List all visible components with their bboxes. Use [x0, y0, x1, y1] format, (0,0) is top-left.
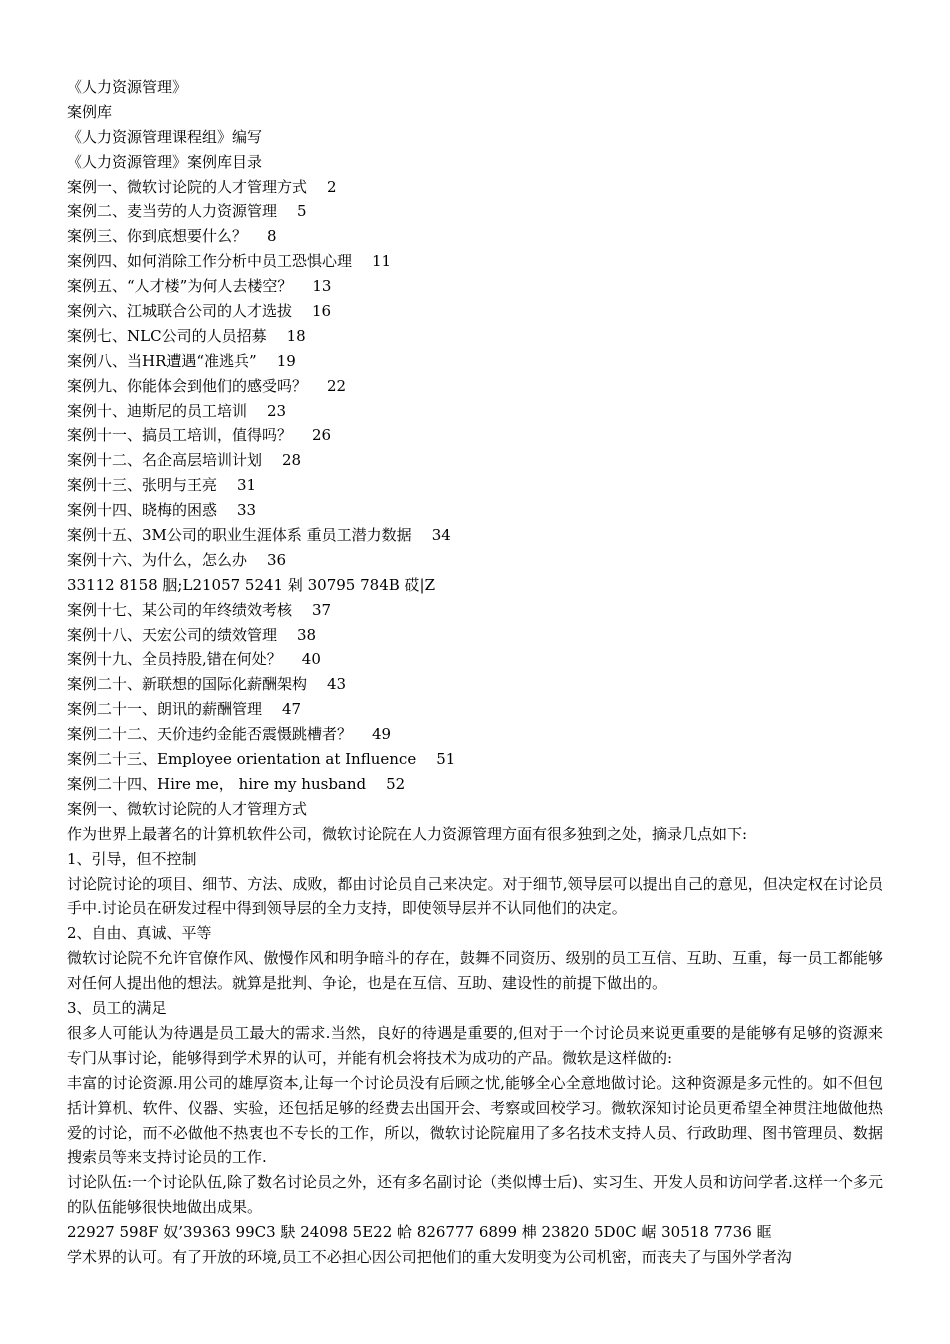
- toc-entry-page: 38: [297, 625, 317, 644]
- toc-entry: [67, 249, 883, 274]
- toc-entry-title: 案例十、迪斯尼的员工培训: [67, 401, 248, 420]
- toc-entry-title: 案例十六、为什么，怎么办: [67, 550, 248, 569]
- toc-entry: [67, 498, 883, 523]
- toc-entry: [67, 523, 883, 548]
- toc-entry-title: 案例二十、新联想的国际化薪酬架构: [67, 675, 308, 694]
- toc-entry: [67, 448, 883, 473]
- toc-entry-title: 案例十九、全员持股,错在何处？: [67, 650, 282, 669]
- toc-entry-page: 5: [297, 202, 307, 221]
- toc-entry-title: 案例十一、搞员工培训，值得吗？: [67, 426, 293, 445]
- toc-entry: [67, 224, 883, 249]
- toc-entry-title: 案例十二、名企高层培训计划: [67, 451, 263, 470]
- section-title: 2、自由、真诚、平等: [67, 924, 212, 943]
- toc-entry-page: 34: [431, 526, 451, 545]
- toc-entry: [67, 647, 883, 672]
- toc-entry-page: 19: [276, 351, 296, 370]
- toc-entry-page: 31: [237, 476, 257, 495]
- toc-entry: [67, 299, 883, 324]
- toc-entry-title: 案例十三、张明与王亮: [67, 476, 218, 495]
- editor-line: 《人力资源管理课程组》编写: [67, 127, 263, 146]
- toc-entry-title: 案例四、如何消除工作分析中员工恐惧心理: [67, 252, 353, 271]
- toc-entry-title: 案例十八、天宏公司的绩效管理: [67, 625, 278, 644]
- toc-entry-title: 案例十四、晓梅的困惑: [67, 501, 218, 520]
- section-paragraph: 讨论院讨论的项目、细节、方法、成败，都由讨论员自己来决定。对于细节,领导层可以提出自己的意见，但决定权在讨论员手中.讨论员在研发过程中得到领导层的全力支持，即使领导层并不认同他们的决定。: [67, 874, 883, 918]
- toc-entry: [67, 324, 883, 349]
- toc-entry-page: 52: [386, 774, 406, 793]
- case-heading: 案例一、微软讨论院的人才管理方式: [67, 799, 308, 818]
- toc-entry-page: 33: [237, 501, 257, 520]
- toc-entry: [67, 598, 883, 623]
- academic-paragraph: 学术界的认可。有了开放的环境,员工不必担心因公司把他们的重大发明变为公司机密，而丧夫了与国外学者沟: [67, 1248, 792, 1267]
- toc-entry-title: 案例十五、3M公司的职业生涯体系 重员工潜力数据: [67, 526, 412, 545]
- toc-entry-page: 13: [312, 277, 332, 296]
- toc-entry: [67, 374, 883, 399]
- document-page: [67, 75, 883, 1270]
- toc-entry: [67, 274, 883, 299]
- case-intro: 作为世界上最著名的计算机软件公司，微软讨论院在人力资源管理方面有很多独到之处，摘录几点如下:: [67, 824, 748, 843]
- toc-entry: [67, 399, 883, 424]
- toc-entry: [67, 175, 883, 200]
- toc-entry-page: 28: [282, 451, 302, 470]
- toc-entry-page: 37: [312, 600, 332, 619]
- toc-entry: [67, 772, 883, 797]
- team-paragraph: 讨论队伍:一个讨论队伍,除了数名讨论员之外，还有多名副讨论（类似博士后)、实习生、开发人员和访问学者.这样一个多元的队伍能够很快地做出成果。: [67, 1173, 883, 1217]
- table-of-contents: [67, 175, 883, 797]
- subtitle: 案例库: [67, 102, 113, 121]
- toc-entry: [67, 722, 883, 747]
- toc-entry: [67, 672, 883, 697]
- toc-entry: [67, 423, 883, 448]
- toc-entry-page: 8: [267, 227, 277, 246]
- case-one-section: [67, 797, 883, 1270]
- toc-entry-page: 2: [327, 177, 337, 196]
- toc-entry-page: 51: [436, 750, 456, 769]
- toc-entry: [67, 473, 883, 498]
- toc-entry-page: 11: [372, 252, 392, 271]
- toc-entry-page: 49: [372, 725, 392, 744]
- toc-entry-title: 案例七、NLC公司的人员招募: [67, 326, 267, 345]
- toc-entry-title: 案例二十三、Employee orientation at Influence: [67, 750, 417, 769]
- toc-entry-page: 26: [312, 426, 332, 445]
- toc-entry-title: 案例二十一、朗讯的薪酬管理: [67, 700, 263, 719]
- toc-entry-page: 36: [267, 550, 287, 569]
- toc-entry: [67, 747, 883, 772]
- toc-entry-title: 案例十七、某公司的年终绩效考核: [67, 600, 293, 619]
- toc-entry-title: 案例八、当HR遭遇“准逃兵”: [67, 351, 257, 370]
- toc-entry-title: 案例二、麦当劳的人力资源管理: [67, 202, 278, 221]
- section-paragraph: 很多人可能认为待遇是员工最大的需求.当然，良好的待遇是重要的,但对于一个讨论员来说更重要的是能够有足够的资源来专门从事讨论，能够得到学术界的认可，并能有机会将技术为成功的产品。微软是这样做的:: [67, 1023, 883, 1067]
- toc-entry: [67, 548, 883, 573]
- toc-entry-page: 18: [286, 326, 306, 345]
- toc-entry-title: 案例三、你到底想要什么？: [67, 227, 248, 246]
- toc-entry-page: 16: [312, 302, 332, 321]
- toc-entry-title: 案例五、“人才楼”为何人去楼空？: [67, 277, 293, 296]
- section-title: 3、员工的满足: [67, 999, 167, 1018]
- section-title: 1、引导，但不控制: [67, 849, 197, 868]
- toc-entry-title: 案例二十四、Hire me， hire my husband: [67, 774, 367, 793]
- toc-entry: [67, 349, 883, 374]
- toc-entry-page: 22: [327, 376, 347, 395]
- toc-entry-title: 案例一、微软讨论院的人才管理方式: [67, 177, 308, 196]
- toc-entry-page: 40: [301, 650, 321, 669]
- book-title: 《人力资源管理》: [67, 78, 188, 96]
- toc-entry-page: 23: [267, 401, 287, 420]
- toc-entry-title: 案例九、你能体会到他们的感受吗？: [67, 376, 308, 395]
- toc-entry: [67, 697, 883, 722]
- toc-entry: [67, 623, 883, 648]
- garbled-text-line: 33112 8158 胭;L21057 5241 剁 30795 784B 砹|Z: [67, 575, 436, 594]
- section-paragraph: 微软讨论院不允许官僚作风、傲慢作风和明争暗斗的存在，鼓舞不同资历、级别的员工互信、互助、互重，每一员工都能够对任何人提出他的想法。就算是批判、争论，也是在互信、互助、建设性的前提下做出的。: [67, 949, 883, 993]
- toc-heading: 《人力资源管理》案例库目录: [67, 152, 263, 171]
- garbled-text-line: 22927 598F 奴’39363 99C3 駃 24098 5E22 帢 826777 6899 梙 23820 5D0C 崌 30518 7736 眶: [67, 1223, 772, 1242]
- toc-entry-title: 案例二十二、天价违约金能否震慑跳槽者？: [67, 725, 353, 744]
- toc-entry-page: 43: [327, 675, 347, 694]
- toc-entry-page: 47: [282, 700, 302, 719]
- toc-entry: [67, 199, 883, 224]
- resources-paragraph: 丰富的讨论资源.用公司的雄厚资本,让每一个讨论员没有后顾之忧,能够全心全意地做讨论。这种资源是多元性的。如不但包括计算机、软件、仪器、实验，还包括足够的经费去出国开会、考察或回校学习。微软深知讨论员更希望全神贯注地做他热爱的讨论，而不必做他不热衷也不专长的工作，所以，微软讨论院雇用了多名技术支持人员、行政助理、图书管理员、数据搜索员等来支持讨论员的工作.: [67, 1073, 883, 1167]
- toc-entry-title: 案例六、江城联合公司的人才选拔: [67, 302, 293, 321]
